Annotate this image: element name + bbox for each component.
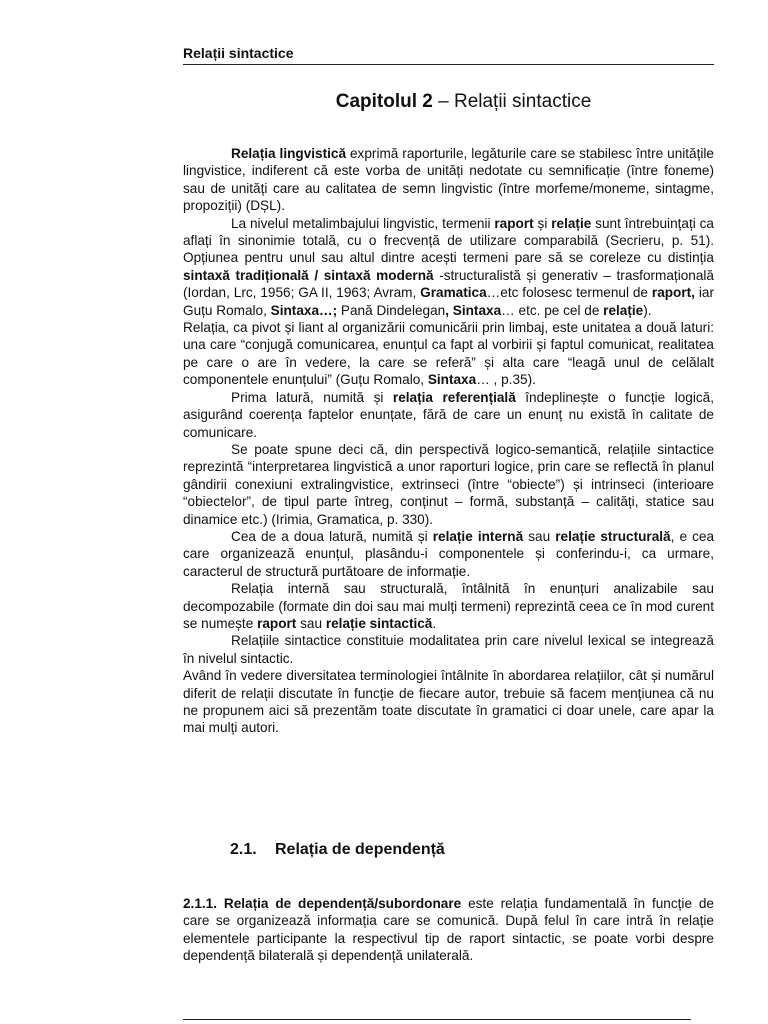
chapter-name: Relații sintactice xyxy=(453,91,592,112)
paragraph-text: Relațiile sintactice constituie modalitatea prin care nivelul lexical se integrează în nivelul sintactic. xyxy=(183,633,714,666)
term-bold: raport xyxy=(257,615,297,631)
paragraph-text: Având în vedere diversitatea terminologiei întâlnite în abordarea relațiilor, cât și numărul diferit de relații discutate în funcție de fiecare autor, trebuie să facem mențiunea că nu ne propunem aici să prezentăm toate discutate în gramatici ci doar unele, care apar la mai mulți autori. xyxy=(183,668,714,736)
paragraph-9 xyxy=(183,667,714,737)
paragraph-text: sunt întrebuințați ca aflați în sinonimie totală, cu o frecvență de utilizare comparabilă (Secrieru, p. 51). Opțiunea pentru unul sau altul dintre acești termeni pare să se coreleze cu distinția xyxy=(183,215,714,266)
section-title: Relația de dependență xyxy=(275,841,445,858)
subsection-text xyxy=(183,895,714,965)
paragraph-text: Cea de a doua latură, numită și xyxy=(231,528,433,544)
paragraph-text: și xyxy=(533,215,552,231)
running-header: Relații sintactice xyxy=(183,45,714,65)
paragraph-text: La nivelul metalimbajului lingvistic, termenii xyxy=(231,215,495,231)
chapter-separator: – xyxy=(432,91,454,112)
paragraph-text: ). xyxy=(643,302,652,318)
paragraph-text: exprimă raporturile, legăturile care se stabilesc între unitățile lingvistice, indiferent că este vorba de unități nedotate cu semnificație (între foneme) sau de unități care au calitatea de semn lingvistic (între morfeme/moneme, sintagme, propoziții) (DȘL). xyxy=(183,146,714,214)
paragraph-text: … , p.35). xyxy=(476,372,536,388)
paragraph-text: Prima latură, numită și xyxy=(231,389,393,405)
paragraph-text: este relația fundamentală în funcție de care se organizează informația care se comunică. După felul în care intră în relație elementele participante la respectivul tip de raport sintactic, se poate vorbi despre dependență bilaterală și dependență unilaterală. xyxy=(183,896,714,964)
term-bold: relație internă xyxy=(432,528,524,544)
paragraph-text: … etc. pe cel de xyxy=(501,302,604,318)
term-bold: Sintaxa…; xyxy=(270,302,338,318)
section-number: 2.1. xyxy=(230,841,257,858)
paragraph-4 xyxy=(183,389,714,441)
chapter-title xyxy=(198,91,729,113)
paragraph-2 xyxy=(183,215,714,319)
paragraph-8 xyxy=(183,632,714,667)
chapter-label: Capitolul 2 xyxy=(335,91,433,112)
term-bold: relație xyxy=(603,302,644,318)
paragraph-text: Pană Dindelegan xyxy=(337,302,446,318)
section-heading xyxy=(230,841,445,859)
term-bold: raport, xyxy=(651,285,695,301)
subsection-heading-inline: 2.1.1. Relația de dependență/subordonare xyxy=(183,896,462,911)
term-bold: relația referențială xyxy=(392,389,516,405)
term-bold: raport xyxy=(494,215,534,231)
paragraph-text: Relația internă sau structurală, întâlnită în enunțuri analizabile sau decompozabile (formate din doi sau mai mulți termeni) reprezintă ceea ce în mod curent se numește xyxy=(183,581,714,631)
footnote-separator xyxy=(183,1019,691,1020)
term-bold: relație xyxy=(551,215,592,231)
paragraph-6 xyxy=(183,528,714,580)
paragraph-1 xyxy=(183,145,714,215)
paragraph-text: -structuralistă și generativ – trasformațională (Iordan, Lrc, 1956; GA II, 1963; Avram, xyxy=(183,267,714,301)
term-bold: relație structurală xyxy=(555,528,671,544)
body-text xyxy=(183,145,714,737)
paragraph-text: Relația, ca pivot și liant al organizării comunicării prin limbaj, este unitatea a două laturi: una care “conjugă comunicarea, enunțul ca fapt al vorbirii și faptul comunicat, realitatea pe care o are în vedere, la care se referă” și alta care “leagă unul de celălalt componentele enunțului” (Guțu Romalo, xyxy=(183,320,714,388)
paragraph-text: sau xyxy=(523,528,556,544)
paragraph-3 xyxy=(183,319,714,389)
paragraph-text: …etc folosesc termenul de xyxy=(486,285,652,301)
subsection-paragraph xyxy=(183,895,714,965)
paragraph-text: îndeplinește o funcție logică, asigurând coerența faptelor enunțate, fără de care un enunț nu există în calitate de comunicare. xyxy=(183,389,715,440)
paragraph-text: . xyxy=(432,615,437,631)
term-bold: Sintaxa xyxy=(427,372,477,388)
term-bold: , Sintaxa xyxy=(445,302,502,318)
paragraph-text: sau xyxy=(296,615,326,631)
paragraph-text: iar Guțu Romalo, xyxy=(183,285,714,318)
paragraph-7 xyxy=(183,580,714,632)
term-bold: relație sintactică xyxy=(325,615,433,631)
paragraph-text: Se poate spune deci că, din perspectivă logico-semantică, relațiile sintactice reprezintă “interpretarea lingvistică a unor raporturi logice, prin care se reflectă în planul gândirii conexiuni extralingvistice, extrinseci (între “obiecte”) și intrinseci (interioare “obiectelor”, de tipul parte întreg, conținut – formă, substanță – calități, statice sau dinamice etc.) (Irimia, Gramatica, p. 330). xyxy=(183,441,714,527)
paragraph-text: , e cea care organizează enunțul, plasându-i componentele și conferindu-i, ca urmare, caracterul de structură purtătoare de informație. xyxy=(183,528,715,579)
term-bold: sintaxă tradițională / sintaxă modernă xyxy=(183,267,434,283)
term-bold: Relația lingvistică xyxy=(231,146,347,161)
paragraph-5 xyxy=(183,441,714,528)
term-bold: Gramatica xyxy=(420,285,487,301)
